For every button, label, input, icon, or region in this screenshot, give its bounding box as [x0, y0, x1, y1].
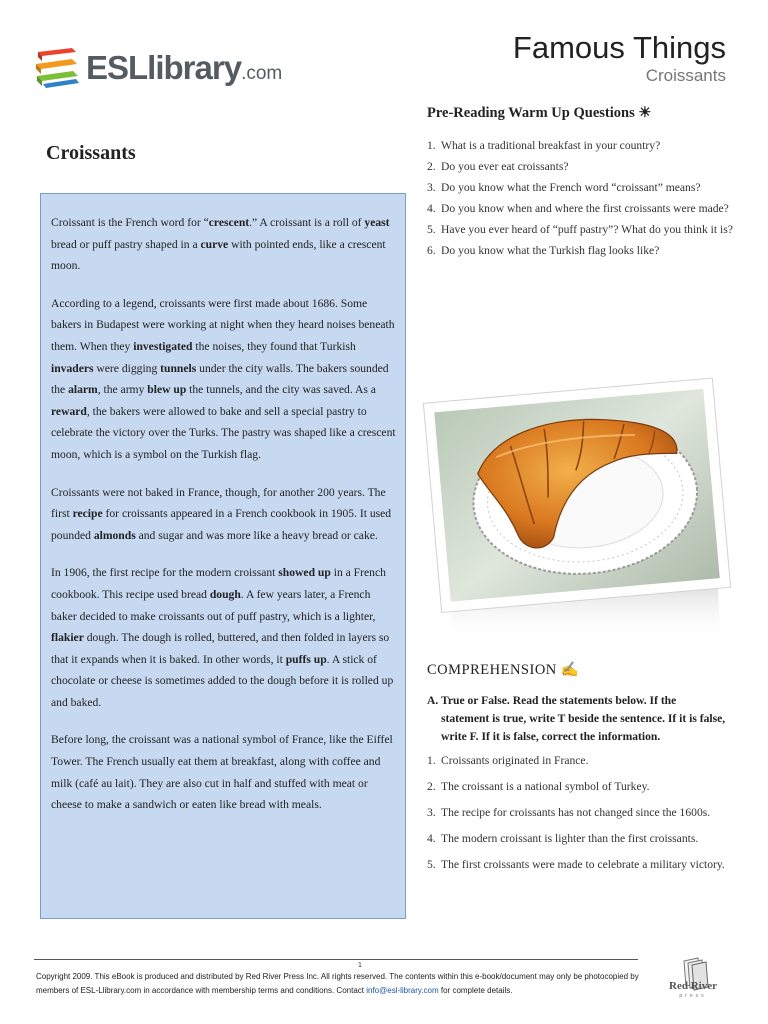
article-paragraph: According to a legend, croissants were first made about 1686. Some bakers in Budapest were working at night when they heard noises beneath them. When they investigated the noises, they found that Turkish invaders were digging tunnels under the city walls. The bakers sounded the alarm, the army blew up the tunnels, and the city was saved. As a reward, the bakers were allowed to bake and sell a special pastry to celebrate the victory over the Turks. The pastry was shaped like a crescent moon, which is a symbol on the Turkish flag. [51, 296, 396, 461]
warmup-question-list [427, 136, 737, 262]
series-subtitle: Croissants [645, 66, 726, 85]
true-false-list [427, 752, 737, 882]
article-paragraph: Before long, the croissant was a national symbol of France, like the Eiffel Tower. The French usually eat them at breakfast, along with coffee and milk (café au lait). They are also cut in half and stuffed with meat or cheese to make a sandwich or eaten like bread with meals. [51, 733, 393, 812]
copyright-notice: Copyright 2009. This eBook is produced and distributed by Red River Press Inc. All rights reserved. The contents within this e-book/document may only be photocopied by members of ESL-Llibrary.com in accordance with membership terms and conditions. Contact info@esl-library.com for complete details. [36, 972, 639, 995]
article-paragraph: In 1906, the first recipe for the modern croissant showed up in a French cookbook. This recipe used bread dough. A few years later, a French baker decided to make croissants out of puff pastry, which is a lighter, flakier dough. The dough is rolled, buttered, and then folded in layers so that it expands when it is baked. In other words, it puffs up. A stick of chocolate or cheese is sometimes added to the dough before it is rolled up and baked. [51, 566, 394, 709]
article-heading: Croissants [46, 142, 136, 164]
publisher-logo-sub: press [679, 993, 707, 999]
contact-email-link[interactable]: info@esl-library.com [366, 986, 439, 995]
vocabulary-word: almonds [93, 528, 136, 542]
comprehension-heading: COMPREHENSION ✍ [427, 662, 580, 678]
page-number: 1 [358, 962, 362, 969]
article-paragraph: Croissants were not baked in France, though, for another 200 years. The first recipe for croissants appeared in a French cookbook in 1905. It used pounded almonds and sugar and was more like a heavy bread or cake. [51, 485, 392, 542]
vocabulary-word: dough [209, 587, 241, 601]
warmup-question: 1. What is a traditional breakfast in your country? [427, 139, 661, 152]
vocabulary-word: investigated [133, 339, 193, 353]
vocabulary-word: yeast [364, 216, 390, 229]
true-false-item: 1. Croissants originated in France. [427, 754, 589, 767]
vocabulary-word: crescent [208, 216, 250, 229]
vocabulary-word: curve [200, 237, 229, 251]
books-stack-icon [34, 44, 82, 92]
article-body [51, 212, 397, 832]
series-title: Famous Things [512, 30, 726, 65]
vocabulary-word: reward [51, 404, 87, 418]
true-false-item: 3. The recipe for croissants has not changed since the 1600s. [427, 806, 711, 819]
vocabulary-word: recipe [72, 507, 103, 521]
warmup-question: 6. Do you know what the Turkish flag looks like? [427, 244, 660, 257]
publisher-logo-name: Red River [669, 980, 717, 992]
vocabulary-word: showed up [278, 566, 331, 580]
true-false-item: 4. The modern croissant is lighter than the first croissants. [427, 832, 699, 845]
esl-library-logo [34, 44, 283, 92]
warmup-heading: Pre-Reading Warm Up Questions ☀ [427, 105, 652, 121]
footer-divider [34, 959, 638, 960]
logo-wordmark: ESLlibrary.com [86, 49, 283, 86]
vocabulary-word: blew up [147, 383, 187, 397]
vocabulary-word: puffs up [285, 652, 327, 666]
croissant-photo [420, 370, 740, 640]
comprehension-instructions: A. True or False. Read the statements below. If the statement is true, write T beside the sentence. If it is false, write F. If it is false, correct the information. [427, 694, 726, 743]
article-paragraph: Croissant is the French word for “crescent.” A croissant is a roll of yeast bread or puff pastry shaped in a curve with pointed ends, like a crescent moon. [51, 216, 390, 273]
article-reading-box [40, 193, 406, 919]
true-false-item: 5. The first croissants were made to celebrate a military victory. [427, 858, 725, 871]
warmup-question: 2. Do you ever eat croissants? [427, 160, 569, 173]
vocabulary-word: flakier [51, 631, 84, 645]
warmup-question: 5. Have you ever heard of “puff pastry”? What do you think it is? [427, 223, 733, 236]
vocabulary-word: alarm [68, 383, 98, 397]
vocabulary-word: tunnels [160, 361, 197, 375]
warmup-question: 4. Do you know when and where the first croissants were made? [427, 202, 729, 215]
true-false-item: 2. The croissant is a national symbol of Turkey. [427, 780, 650, 793]
warmup-question: 3. Do you know what the French word “croissant” means? [427, 181, 701, 194]
vocabulary-word: invaders [51, 361, 94, 375]
